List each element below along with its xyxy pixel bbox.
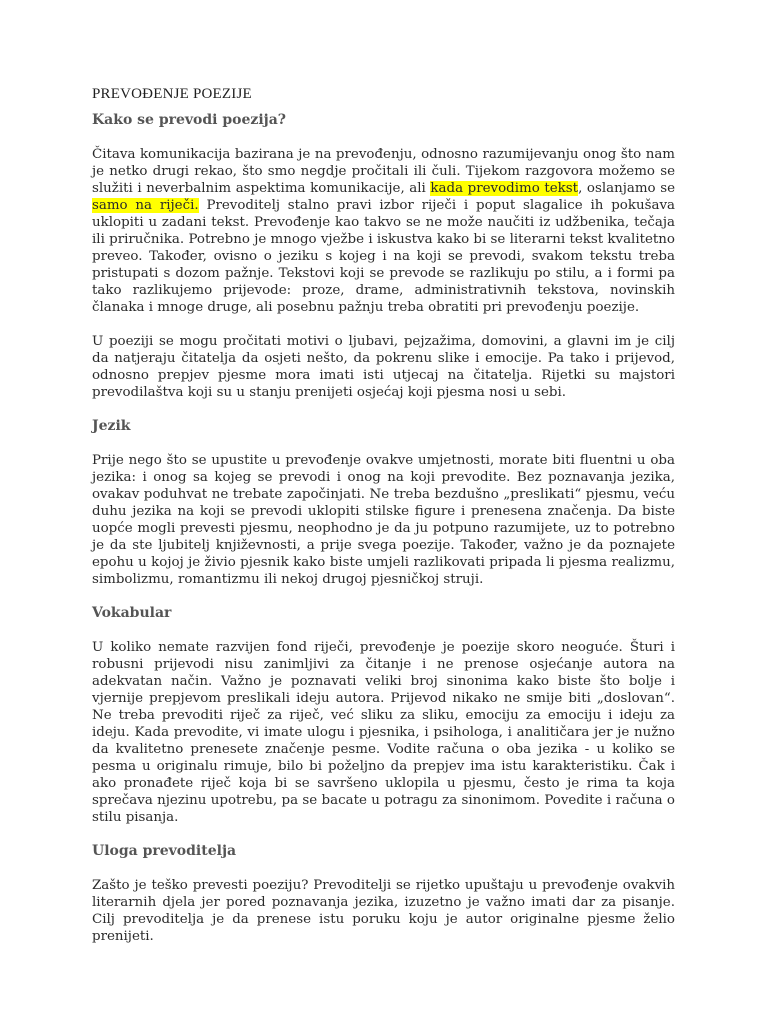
paragraph bbox=[92, 146, 675, 316]
text-run: Zašto je teško prevesti poeziju? Prevoditelji se rijetko upuštaju u prevođenje ovakvih literarnih djela jer pored poznavanja jezika, izuzetno je važno imati dar za pisanje. Cilj prevoditelja je da prenese istu poruku koju je autor originalne pjesme želio prenijeti. bbox=[92, 878, 675, 944]
section-uloga-prevoditelja bbox=[92, 843, 675, 945]
paragraph bbox=[92, 877, 675, 945]
section-heading: Jezik bbox=[92, 418, 131, 434]
paragraph bbox=[92, 333, 675, 401]
text-run: U koliko nemate razvijen fond riječi, prevođenje je poezije skoro neoguće. Šturi i robusni prijevodi nisu zanimljivi za čitanje i ne prenose osjećanje autora na adekvatan način. Važno je poznavati veliki broj sinonima kako biste što bolje i vjernije prepjevom preslikali ideju autora. Prijevod nikako ne smije biti „doslovan“. Ne treba prevoditi riječ za riječ, već sliku za sliku, emociju za emociju i ideju za ideju. Kada prevodite, vi imate ulogu i pjesnika, i psihologa, i analitičara jer je nužno da kvalitetno prenesete značenje pesme. Vodite računa o oba jezika - u koliko se pesma u originalu rimuje, bilo bi poželjno da prepjev ima istu karakteristiku. Čak i ako pronađete riječ koja bi se savršeno uklopila u pjesmu, često je rima ta koja sprečava njezinu upotrebu, pa se bacate u potragu za sinonimom. Povedite i računa o stilu pisanja. bbox=[92, 640, 675, 825]
section-vokabular bbox=[92, 605, 675, 826]
document-title: PREVOĐENJE POEZIJE bbox=[92, 86, 252, 102]
text-run: Prevoditelj stalno pravi izbor riječi i poput slagalice ih pokušava uklopiti u zadani tekst. Prevođenje kao takvo se ne može naučiti iz udžbenika, tečaja ili priručnika. Potrebno je mnogo vježbe i iskustva kako bi se literarni tekst kvalitetno preveo. Također, ovisno o jeziku s kojeg i na koji se prevodi, svakom tekstu treba pristupati s dozom pažnje. Tekstovi koji se prevode se razlikuju po stilu, a i formi pa tako razlikujemo prijevode: proze, drame, administrativnih tekstova, novinskih članaka i mnoge druge, ali posebnu pažnju treba obratiti pri prevođenju poezije. bbox=[92, 198, 676, 315]
highlighted-text: kada prevodimo tekst bbox=[430, 181, 579, 196]
section-heading: Vokabular bbox=[92, 605, 172, 621]
text-run: , oslanjamo se bbox=[578, 181, 675, 196]
section-heading: Kako se prevodi poezija? bbox=[92, 112, 286, 128]
document-page bbox=[92, 84, 675, 962]
section-kako-se-prevodi bbox=[92, 112, 675, 401]
section-heading: Uloga prevoditelja bbox=[92, 843, 237, 859]
text-run: Čitava komunikacija bazirana je na prevođenju, odnosno razumijevanju onog što nam je netko drugi rekao, što smo negdje pročitali ili čuli. Tijekom razgovora možemo se služiti i neverbalnim aspektima komunikacije, ali bbox=[92, 147, 675, 196]
section-jezik bbox=[92, 418, 675, 588]
paragraph bbox=[92, 452, 675, 588]
text-run: U poeziji se mogu pročitati motivi o ljubavi, pejzažima, domovini, a glavni im je cilj da natjeraju čitatelja da osjeti nešto, da pokrenu slike i emocije. Pa tako i prijevod, odnosno prepjev pjesme mora imati isti utjecaj na čitatelja. Rijetki su majstori prevodilaštva koji su u stanju prenijeti osjećaj koji pjesma nosi u sebi. bbox=[92, 334, 675, 400]
text-run: Prije nego što se upustite u prevođenje ovakve umjetnosti, morate biti fluentni u oba jezika: i onog sa kojeg se prevodi i onog na koji prevodite. Bez poznavanja jezika, ovakav poduhvat ne trebate započinjati. Ne treba bezdušno „preslikati“ pjesmu, veću duhu jezika na koji se prevodi uklopiti stilske figure i prenesena značenja. Da biste uopće mogli prevesti pjesmu, neophodno je da ju potpuno razumijete, uz to potrebno je da ste ljubitelj književnosti, a prije svega poezije. Također, važno je da poznajete epohu u kojoj je živio pjesnik kako biste umjeli razlikovati pripada li pjesma realizmu, simbolizmu, romantizmu ili nekoj drugoj pjesničkoj struji. bbox=[92, 453, 675, 587]
paragraph bbox=[92, 639, 675, 826]
highlighted-text: samo na riječi. bbox=[92, 198, 199, 213]
